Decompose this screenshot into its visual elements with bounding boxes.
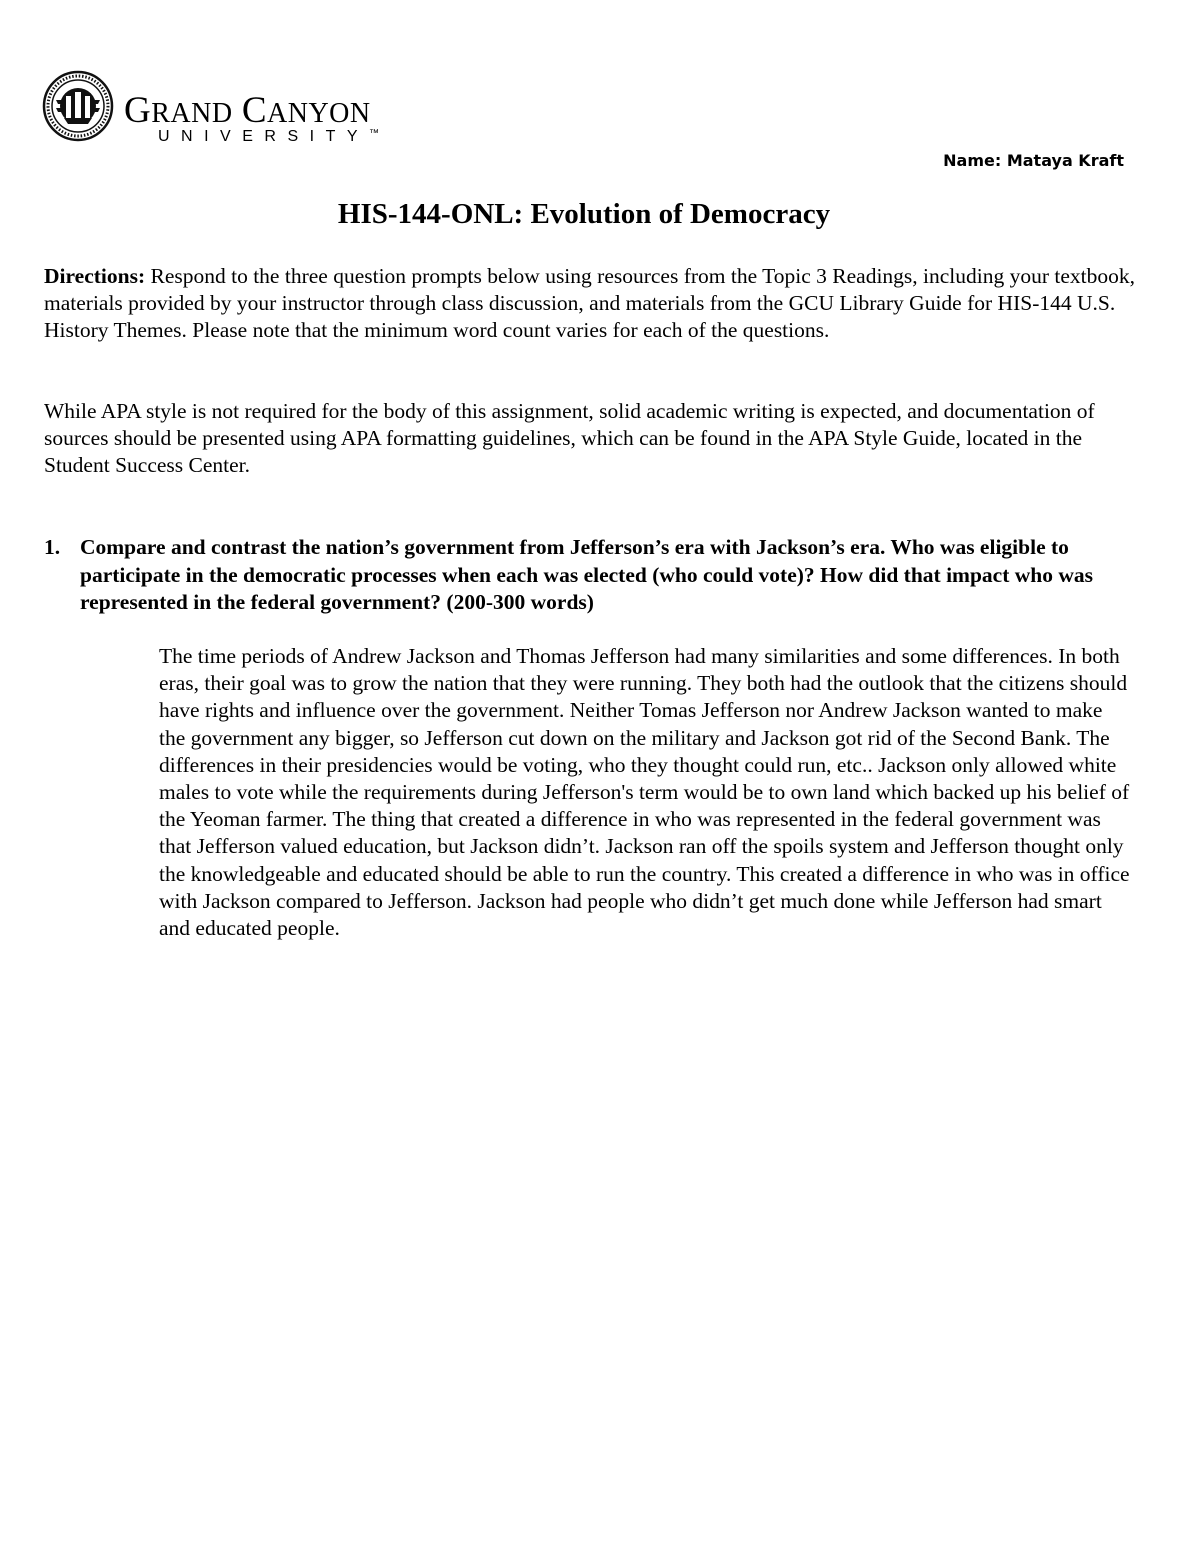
- university-wordmark: GRAND CANYON: [124, 90, 371, 131]
- directions-paragraph: [44, 263, 1144, 344]
- question-prompt: Compare and contrast the nation’s government from Jefferson’s era with Jackson’s era. Who was eligible to participate in the democratic processes when each was elected (who could vote)? How did that impact who was represented in the federal government? (200-300 words): [80, 535, 1093, 614]
- student-name: Name: Mataya Kraft: [943, 151, 1124, 170]
- answer-paragraph: The time periods of Andrew Jackson and Thomas Jefferson had many similarities and some differences. In both eras, their goal was to grow the nation that they were running. They both had the outlook that the citizens should have rights and influence over the government. Neither Tomas Jefferson nor Andrew Jackson wanted to make the government any bigger, so Jefferson cut down on the military and Jackson got rid of the Second Bank. The differences in their presidencies would be voting, who they thought could run, etc.. Jackson only allowed white males to vote while the requirements during Jefferson's term would be to own land which backed up his belief of the Yeoman farmer. The thing that created a difference in who was represented in the federal government was that Jefferson valued education, but Jackson didn’t. Jackson ran off the spoils system and Jefferson thought only the knowledgeable and educated should be able to run the country. This created a difference in who was in office with Jackson compared to Jefferson. Jackson had people who didn’t get much done while Jefferson had smart and educated people.: [159, 644, 1130, 941]
- page-title: HIS-144-ONL: Evolution of Democracy: [337, 198, 831, 230]
- question-number: 1.: [44, 535, 61, 559]
- university-seal-icon: [42, 70, 114, 142]
- university-subtitle: UNIVERSITY™: [158, 128, 380, 145]
- directions-text: Respond to the three question prompts below using resources from the Topic 3 Readings, including your textbook, materials provided by your instructor through class discussion, and materials from the GCU Library Guide for HIS-144 U.S. History Themes. Please note that the minimum word count varies for each of the questions.: [44, 264, 1136, 342]
- directions-label: Directions:: [44, 264, 146, 288]
- apa-note: While APA style is not required for the body of this assignment, solid academic writing is expected, and documentation of sources should be presented using APA formatting guidelines, which can be found in the APA Style Guide, located in the Student Success Center.: [44, 399, 1095, 477]
